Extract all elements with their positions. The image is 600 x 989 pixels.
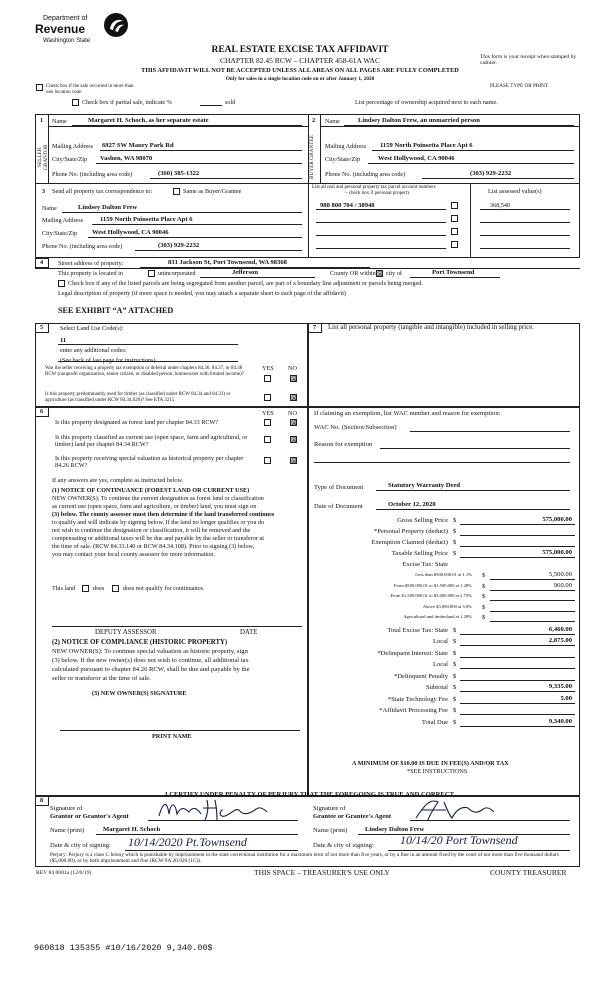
s5-q1-yes[interactable]: [264, 375, 271, 382]
cashier-stamp: 960818 135355 #10/16/2020 9,340.00$: [34, 943, 213, 953]
seller-phone-label: Phone No. (including area code): [52, 171, 133, 178]
section-4-number: 4: [40, 259, 44, 266]
tax-row-value: 960.00: [553, 581, 572, 589]
same-as-buyer-label: Same as Buyer/Grantee: [183, 188, 242, 195]
tax-row-dollar: $: [453, 684, 457, 691]
receipt-note: This form is your receipt when stamped by cashier.: [480, 54, 577, 67]
s6-q2-yes[interactable]: [264, 436, 271, 443]
s5-q2-no[interactable]: ⊠: [291, 394, 297, 402]
deputy-date-label: DATE: [240, 629, 258, 636]
wac-label: WAC No. (Section/Subsection): [314, 424, 397, 431]
tax-row-label: Local: [432, 661, 448, 668]
notice-1-line-3: (3) below. The county assessor must then determine if the land transferred continues: [52, 511, 275, 518]
print-name-label: PRINT NAME: [152, 733, 192, 740]
seller-city: Vashon, WA 98070: [100, 155, 153, 162]
tax-row-dollar: $: [482, 614, 486, 621]
notice-2-line-4: seller or transferor at the time of sale.: [52, 675, 151, 682]
grantor-name: Margaret H. Schoch: [103, 826, 161, 833]
tax-row-value: 9,340.00: [548, 717, 572, 725]
tax-row-dollar: $: [482, 572, 486, 579]
s5-question-1: Was the seller receiving a property tax exemption or deferral under chapters 84.36, 84.37, or 84.38 RCW (nonprofit organization, senior citizen, or disabled person, homeowner with limited income)?: [45, 366, 244, 377]
tax-row-value: 6,460.00: [548, 625, 572, 633]
notice-1-line-6: compensating or additional taxes will be due and payable by the seller or transferor at: [52, 535, 265, 542]
notice-1-line-2: as current use (open space, farm and agriculture, or timber) land, you must sign on: [52, 503, 257, 510]
see-back-label: (See back of last page for instructions): [60, 357, 156, 364]
see-instructions-note: *SEE INSTRUCTIONS: [407, 768, 468, 775]
notice-2-line-3: calculated pursuant to chapter 84.26 RCW, shall be due and payable by the: [52, 666, 250, 673]
tax-row-dollar: $: [453, 550, 457, 557]
notice-1-line-4: to qualify and will indicate by signing below. If the land no longer qualifies or you do: [52, 519, 265, 526]
tax-row-label: Gross Selling Price: [397, 517, 448, 524]
grantee-sig-label-2: Grantee or Grantee's Agent: [313, 813, 392, 820]
tax-row-label: Less than $500,000.01 at 1.1%: [415, 572, 472, 577]
tax-row-dollar: $: [453, 528, 457, 535]
grantor-date-label: Date & city of signing:: [50, 842, 111, 849]
tax-row-value: 575,000.00: [542, 516, 572, 523]
tax-row-value: 5,500.00: [548, 571, 572, 578]
s6-question-3: Is this property receiving special valuation as historical property per chapter 84.26 RCW?: [55, 455, 244, 470]
seller-name-label: Name: [52, 118, 67, 125]
owner-signature-label: (3) NEW OWNER(S) SIGNATURE: [92, 690, 187, 697]
located-label: This property is located in: [58, 270, 123, 277]
tax-row-dollar: $: [482, 603, 486, 611]
minimum-note: A MINIMUM OF $10.00 IS DUE IN FEE(S) AND/OR TAX: [352, 760, 509, 767]
tax-row-dollar: $: [453, 626, 457, 634]
unincorporated-label: unincorporated: [158, 270, 196, 277]
notice-1-line-1: NEW OWNER(S): To continue the current designation as forest land or classification: [52, 495, 264, 502]
this-land-label: This land: [52, 585, 76, 592]
property-county: Jefferson: [232, 269, 258, 276]
s5-q1-no[interactable]: ⊠: [291, 375, 297, 383]
seller-mail: 6927 SW Maury Park Rd: [102, 142, 174, 149]
assessed-value: 368,540: [490, 202, 511, 209]
same-as-buyer-checkbox[interactable]: [173, 188, 180, 195]
grantee-signature: [410, 796, 500, 822]
notice-1-line-8: you may contact your local county assessor for more information.: [52, 551, 215, 558]
please-type: PLEASE TYPE OR PRINT: [490, 83, 548, 89]
corr-name: Lindsey Dalton Frew: [78, 204, 138, 211]
s5-q2-yes[interactable]: [264, 394, 271, 401]
notice-2-line-1: NEW OWNER(S): To continue special valuation as historic property, sign: [52, 648, 248, 655]
section-6-number: 6: [40, 408, 44, 415]
buyer-city-label: City/State/Zip: [325, 156, 361, 163]
tax-calc-box: [308, 407, 580, 796]
tax-row-label: Subtotal: [426, 684, 448, 691]
form-chapter: CHAPTER 82.45 RCW – CHAPTER 458-61A WAC: [220, 56, 380, 65]
doc-date-label: Date of Document: [314, 503, 363, 510]
corr-city: West Hollywood, CA 90046: [92, 229, 169, 236]
certify-statement: I CERTIFY UNDER PENALTY OF PERJURY THAT THE FOREGOING IS TRUE AND CORRECT.: [165, 791, 456, 798]
notice-1-line-7: the time of sale. (RCW 84.33.140 or RCW 84.34.108). Prior to signing (3) below,: [52, 543, 255, 550]
buyer-phone-label: Phone No. (including area code): [325, 171, 406, 178]
exemption-label: If claiming an exemption, list WAC number and reason for exemption:: [314, 410, 501, 417]
deputy-assessor-label: DEPUTY ASSESSOR: [95, 629, 157, 636]
s6-q2-no[interactable]: ⊠: [291, 436, 297, 444]
notice-2-title: (2) NOTICE OF COMPLIANCE (HISTORIC PROPERTY): [52, 639, 228, 646]
tax-row-dollar: $: [453, 649, 457, 657]
s6-question-2: Is this property classified as current use (open space, farm and agricultural, or timber) land per chapter 84.34 RCW?: [55, 434, 248, 449]
buyer-mail-label: Mailing Address: [325, 143, 367, 150]
section-8-number: 8: [40, 797, 44, 804]
sold-label: sold: [225, 99, 236, 106]
personal-property-checkbox-4[interactable]: [451, 241, 458, 248]
section-5-number: 5: [40, 324, 44, 331]
seller-phone: (360) 385-1322: [158, 170, 200, 177]
s6-q1-no[interactable]: ⊠: [291, 419, 297, 427]
county-or-label: County OR within: [330, 270, 376, 277]
seller-name: Margaret H. Schoch, as her separate estate: [88, 117, 209, 124]
tax-row-label: *Delinquent Penalty: [393, 672, 448, 680]
form-only-for: Only for sales in a single location code on or after January 1, 2020: [225, 76, 375, 82]
logo-swirl-icon: [103, 12, 129, 38]
grantor-name-label: Name (print): [50, 827, 85, 834]
tax-row-label: Above $3,000,000 at 3.0%: [422, 603, 472, 609]
corr-mail-label: Mailing Address: [42, 217, 84, 224]
city-of-label: city of: [386, 270, 402, 277]
tax-row-dollar: $: [453, 539, 457, 546]
section-2-number: 2: [312, 117, 316, 124]
property-city: Port Townsend: [432, 269, 475, 276]
grantee-name: Lindsey Dalton Frew: [365, 826, 425, 833]
logo-dept-text: Department of: [43, 15, 88, 22]
tax-row-value: 5.00: [560, 694, 572, 702]
logo-revenue-text: Revenue: [35, 22, 86, 36]
seller-mail-label: Mailing Address: [52, 143, 94, 150]
revenue-logo: [35, 12, 130, 48]
excise-tax-label: Excise Tax: State: [402, 561, 448, 568]
grantee-sig-label-1: Signature of: [313, 805, 346, 812]
doc-date: October 12, 2020: [388, 501, 436, 508]
s5-no-header: NO: [288, 365, 297, 372]
accounts-header-2: – check box if personal property: [345, 191, 410, 196]
additional-codes-label: enter any additional codes:: [60, 347, 127, 354]
does-not-label: does not qualify for continuance.: [123, 585, 205, 592]
street-label: Street address of property:: [58, 260, 124, 267]
buyer-name: Lindsey Dalton Frew, an unmarried person: [358, 117, 480, 124]
does-label: does: [93, 585, 105, 592]
rev-number: REV 84 0001a (12/6/19): [36, 870, 92, 876]
multi-location-checkbox[interactable]: [36, 84, 43, 91]
s6-q1-yes[interactable]: [264, 419, 271, 426]
personal-property-label: List all personal property (tangible and intangible) included in selling price.: [328, 324, 534, 331]
tax-row-label: From $1,500,000.01 to $3,000,000 at 2.75%: [390, 593, 472, 598]
notice-2-line-2: (3) below. If the new owner(s) does not wish to continue, all additional tax: [52, 657, 249, 664]
tax-row-dollar: $: [453, 638, 457, 645]
buyer-mail: 1159 North Poinsetta Place Apt 6: [380, 142, 473, 149]
s5-yes-header: YES: [262, 365, 274, 372]
tax-row-dollar: $: [453, 661, 457, 668]
assessed-header: List assessed value(s): [488, 188, 542, 195]
corr-phone: (303) 929-2232: [158, 242, 200, 249]
doc-type-label: Type of Document: [314, 484, 364, 491]
tax-row-label: *State Technology Fee: [387, 695, 448, 703]
segregated-checkbox[interactable]: [58, 280, 65, 287]
tax-row-label: *Delinquent Interest: State: [377, 649, 448, 657]
tax-row-dollar: $: [482, 593, 486, 600]
list-pct-note: List percentage of ownership acquired next to each name.: [355, 99, 498, 106]
notice-1-line-5: not wish to continue the designation or classification, it will be removed and the: [52, 527, 251, 534]
tax-row-dollar: $: [453, 718, 457, 726]
multi-location-label: Check box if the sale occurred in more than one location code.: [46, 84, 134, 95]
tax-row-value: 2,875.00: [548, 637, 572, 644]
grantor-sig-label-1: Signature of: [50, 805, 83, 812]
if-yes-note: If any answers are yes, complete as instructed below.: [52, 477, 184, 484]
accounts-header-1: List all real and personal property tax parcel account numbers: [312, 185, 436, 190]
s5-question-2: Is this property predominantly used for timber (as classified under RCW 84.34 and 84.33) or agriculture (as classified under RCW 84.34.020)? See ETA 3215: [45, 392, 231, 403]
county-treasurer: COUNTY TREASURER: [490, 868, 567, 877]
corr-city-label: City/State/Zip: [42, 230, 78, 237]
correspondence-label: Send all property tax correspondence to:: [52, 188, 153, 195]
reason-label: Reason for exemption: [314, 441, 373, 448]
grantor-signature: [155, 796, 275, 822]
property-street: 831 Jackson St, Port Townsend, WA 98368: [168, 259, 287, 266]
section-3-number: 3: [42, 188, 46, 195]
does-not-qualify-checkbox[interactable]: [112, 585, 119, 592]
tax-row-label: *Affidavit Processing Fee: [379, 707, 448, 714]
section-1-number: 1: [40, 117, 44, 124]
grantee-date-city: 10/14/20 Port Townsend: [400, 833, 518, 847]
unincorporated-checkbox[interactable]: [148, 270, 155, 277]
doc-type: Statutory Warranty Deed: [388, 482, 461, 489]
personal-property-checkbox-2[interactable]: [451, 215, 458, 222]
buyer-phone: (303) 929-2232: [470, 170, 512, 177]
buyer-side-label: BUYER GRANTEE: [309, 135, 315, 180]
logo-state-text: Washington State: [43, 38, 91, 44]
grantee-name-label: Name (print): [313, 827, 348, 834]
partial-sale-checkbox[interactable]: [72, 99, 79, 106]
form-title: REAL ESTATE EXCISE TAX AFFIDAVIT: [211, 45, 389, 55]
tax-row-dollar: $: [453, 707, 457, 714]
grantee-date-label: Date & city of signing:: [313, 842, 374, 849]
tax-row-dollar: $: [453, 695, 457, 703]
buyer-city: West Hollywood, CA 90046: [378, 155, 455, 162]
treasurer-space: THIS SPACE – TREASURER'S USE ONLY: [254, 868, 390, 877]
form-warning: THIS AFFIDAVIT WILL NOT BE ACCEPTED UNLESS ALL AREAS ON ALL PAGES ARE FULLY COMPLETED: [141, 67, 459, 74]
tax-row-label: Taxable Selling Price: [391, 550, 448, 557]
notice-1-title: (1) NOTICE OF CONTINUANCE (FOREST LAND OR CURRENT USE): [52, 487, 250, 494]
s6-yes-header: YES: [262, 410, 274, 417]
section-7-number: 7: [313, 324, 317, 331]
legal-description-label: Legal description of property (if more space is needed, you may attach a separate sheet to each page of the affidavit): [58, 290, 346, 297]
grantor-sig-label-2: Grantor or Grantor's Agent: [50, 813, 129, 820]
segregated-label: Check box if any of the listed parcels are being segregated from another parcel, are part of a boundary line adjustment or parcels being merged.: [68, 280, 423, 287]
seller-city-label: City/State/Zip: [52, 156, 88, 163]
exhibit-note: SEE EXHIBIT “A” ATTACHED: [58, 306, 174, 315]
section-7-box: [308, 323, 580, 407]
tax-row-dollar: $: [482, 582, 486, 590]
partial-pct-field[interactable]: [200, 105, 222, 106]
tax-row-label: Exemption Claimed (deduct): [371, 539, 448, 546]
s6-question-1: Is this property designated as forest land per chapter 84.33 RCW?: [55, 419, 219, 426]
tax-row-label: *Personal Property (deduct): [374, 528, 448, 535]
perjury-note: Perjury: Perjury is a class C felony which is punishable by imprisonment in the state correctional institution for a maximum term of not more than five years, or by a fine in an amount fixed by the court of not more than five thousand dollars ($5,000.00), or by both imprisonment and fine (RCW 9A.20.020 (1C)).: [50, 852, 559, 864]
tax-row-label: Total Due: [421, 718, 448, 726]
buyer-name-label: Name: [325, 118, 340, 125]
corr-name-label: Name: [42, 205, 57, 212]
s6-q3-yes[interactable]: [264, 457, 271, 464]
tax-row-label: Total Excise Tax: State: [387, 626, 448, 634]
tax-row-dollar: $: [453, 672, 457, 680]
tax-row-value: 575,000.00: [542, 549, 572, 556]
partial-sale-label: Check box if partial sale, indicate %: [82, 99, 172, 106]
personal-property-checkbox-1[interactable]: [451, 202, 458, 209]
corr-phone-label: Phone No. (including area code): [42, 243, 123, 250]
s6-q3-no[interactable]: ⊠: [291, 457, 297, 465]
grantor-date-city: 10/14/2020 Pt.Townsend: [128, 835, 247, 849]
seller-side-label: SELLER GRANTOR: [37, 144, 50, 171]
s6-no-header: NO: [288, 410, 297, 417]
tax-row-value: 9,335.00: [548, 683, 572, 690]
tax-row-label: Agricultural and timberland at 1.28%: [403, 614, 472, 619]
does-qualify-checkbox[interactable]: [82, 585, 89, 592]
land-use-code: 11: [60, 337, 67, 344]
corr-mail: 1159 North Poinsetta Place Apt 6: [100, 216, 193, 223]
tax-row-label: From $500,000.01 to $1,500,000 at 1.28%: [393, 582, 472, 588]
tax-row-label: Local: [432, 638, 448, 645]
personal-property-checkbox-3[interactable]: [451, 228, 458, 235]
tax-row-dollar: $: [453, 517, 457, 524]
parcel-account: 988 800 704 / 38948: [320, 202, 375, 209]
within-city-checkbox[interactable]: ⊠: [377, 270, 383, 278]
land-use-label: Select Land Use Code(s):: [60, 325, 124, 332]
